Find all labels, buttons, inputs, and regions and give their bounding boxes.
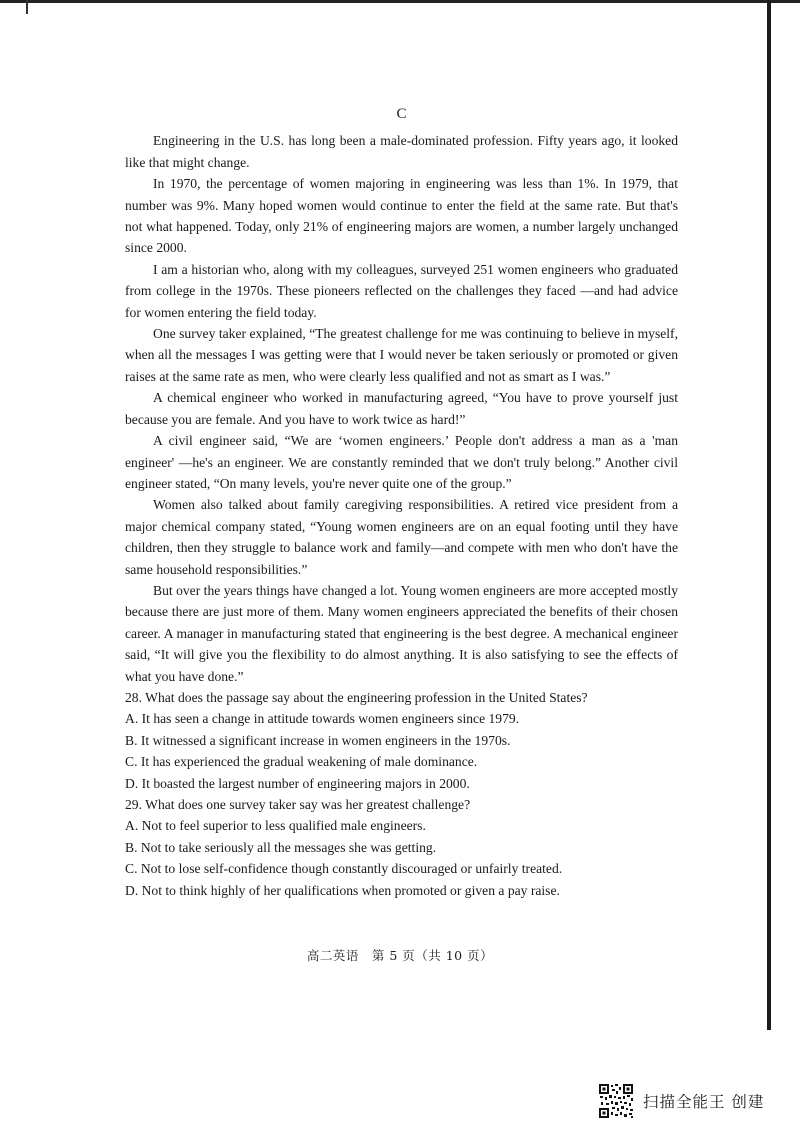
scan-edge-top <box>0 0 800 3</box>
passage-content <box>125 104 678 901</box>
watermark-text: 扫描全能王 创建 <box>643 1093 765 1111</box>
qr-code-icon <box>598 1083 634 1119</box>
scan-edge-right <box>767 0 771 1030</box>
scanner-watermark <box>598 1083 764 1119</box>
paragraph-3: I am a historian who, along with my colleagues, surveyed 251 women engineers who graduated from college in the 1970s. These pioneers reflected on the challenges they faced —and had advice for women entering the field today. <box>125 261 678 320</box>
question-29-option-c: C. Not to lose self-confidence though constantly discouraged or unfairly treated. <box>125 861 563 877</box>
question-29-option-d: D. Not to think highly of her qualifications when promoted or given a pay raise. <box>125 882 560 898</box>
question-28-option-a: A. It has seen a change in attitude towards women engineers since 1979. <box>125 711 520 727</box>
question-28-option-b: B. It witnessed a significant increase in women engineers in the 1970s. <box>125 732 511 748</box>
paragraph-2: In 1970, the percentage of women majoring in engineering was less than 1%. In 1979, that number was 9%. Many hoped women would continue to enter the field at the same rate. But that's not what happened. Today, only 21% of engineering majors are women, a number largely unchanged since 2000. <box>125 176 678 256</box>
paragraph-6: A civil engineer said, “We are ‘women engineers.’ People don't address a man as a 'man engineer' —he's an engineer. We are constantly reminded that we don't truly belong.” Another civil engineer stated, “On many levels, you're never quite one of the group.” <box>125 433 678 491</box>
scan-edge-left <box>26 0 28 14</box>
question-29-option-a: A. Not to feel superior to less qualified male engineers. <box>125 818 426 834</box>
paragraph-7: Women also talked about family caregiving responsibilities. A retired vice president from a major chemical company stated, “Young women engineers are on an equal footing until they have children, then they struggle to balance work and family—and compete with men who don't have the same household responsibilities.” <box>125 497 678 577</box>
paragraph-1: Engineering in the U.S. has long been a male-dominated profession. Fifty years ago, it looked like that might change. <box>125 133 678 170</box>
paragraph-4: One survey taker explained, “The greatest challenge for me was continuing to believe in myself, when all the messages I was getting were that I would never be taken seriously or promoted or given raises at the same rate as men, who were clearly less qualified and not as smart as I was.” <box>125 326 678 384</box>
question-28-option-c: C. It has experienced the gradual weakening of male dominance. <box>125 754 478 770</box>
section-letter: C <box>396 106 407 122</box>
paragraph-8: But over the years things have changed a lot. Young women engineers are more accepted mostly because there are just more of them. Many women engineers appreciated the benefits of their chosen career. A manager in manufacturing stated that engineering is the best degree. A mechanical engineer said, “It will give you the flexibility to do almost anything. It is also satisfying to see the effects of what you have done.” <box>125 582 678 684</box>
question-29-stem: 29. What does one survey taker say was her greatest challenge? <box>125 797 471 812</box>
question-28-option-d: D. It boasted the largest number of engineering majors in 2000. <box>125 775 470 791</box>
question-29-option-b: B. Not to take seriously all the messages she was getting. <box>125 839 437 855</box>
question-28-stem: 28. What does the passage say about the engineering profession in the United States? <box>125 689 588 705</box>
page-footer: 高二英语 第 5 页（共 10 页） <box>306 948 494 963</box>
paragraph-5: A chemical engineer who worked in manufacturing agreed, “You have to prove yourself just because you are female. And you have to work twice as hard!” <box>125 390 678 427</box>
